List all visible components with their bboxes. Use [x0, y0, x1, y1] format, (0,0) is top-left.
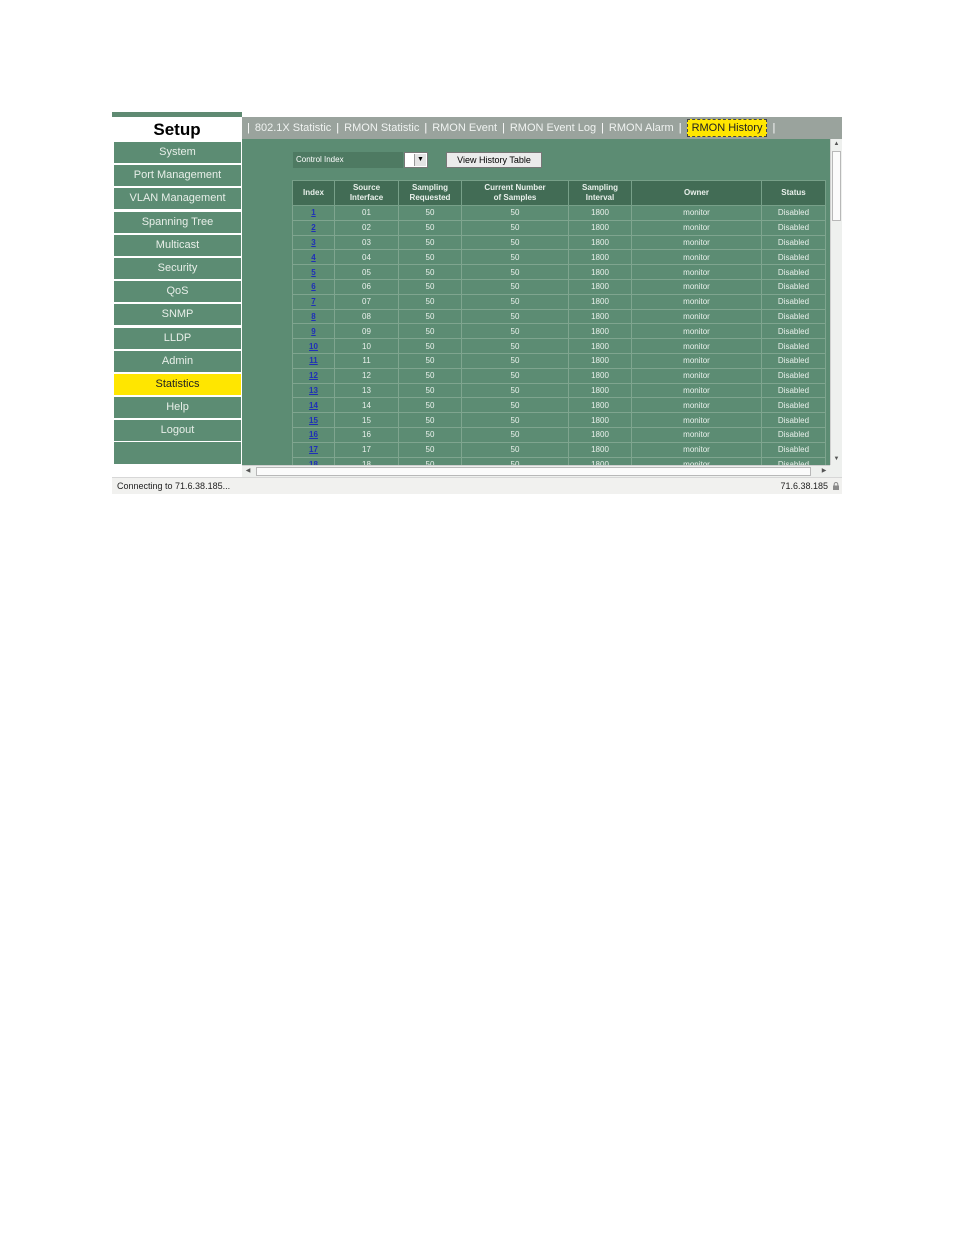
table-cell: 04 — [335, 250, 399, 265]
table-cell: 50 — [462, 427, 569, 442]
tab-rmon-statistic[interactable]: RMON Statistic — [344, 122, 420, 134]
table-cell: monitor — [632, 235, 762, 250]
table-cell: 1800 — [569, 220, 632, 235]
control-index-label: Control Index — [293, 152, 403, 168]
table-body — [293, 206, 826, 487]
table-cell: monitor — [632, 442, 762, 457]
index-link[interactable]: 3 — [311, 237, 316, 247]
table-cell: 50 — [399, 324, 462, 339]
table-header-row — [293, 181, 826, 206]
table-cell: monitor — [632, 353, 762, 368]
table-cell: 03 — [335, 235, 399, 250]
table-cell: 50 — [399, 220, 462, 235]
arrow-left-icon[interactable]: ◀ — [245, 468, 251, 474]
table-cell[interactable] — [293, 309, 335, 324]
index-link[interactable]: 17 — [309, 445, 318, 455]
table-row — [293, 265, 826, 280]
sidebar-item-admin[interactable]: Admin — [114, 351, 241, 372]
table-cell: 50 — [462, 442, 569, 457]
table-cell: 50 — [399, 309, 462, 324]
table-row — [293, 339, 826, 354]
sidebar-item-lldp[interactable]: LLDP — [114, 328, 241, 349]
table-cell: monitor — [632, 220, 762, 235]
table-cell: 50 — [399, 265, 462, 280]
tab-separator: | — [601, 122, 604, 134]
table-row — [293, 294, 826, 309]
table-cell: Disabled — [762, 220, 826, 235]
table-cell: 11 — [335, 353, 399, 368]
table-cell: monitor — [632, 383, 762, 398]
table-row — [293, 279, 826, 294]
table-cell[interactable] — [293, 250, 335, 265]
table-cell: Disabled — [762, 368, 826, 383]
status-bar — [112, 477, 842, 494]
table-cell: 50 — [462, 250, 569, 265]
table-cell: 17 — [335, 442, 399, 457]
sidebar-item-multicast[interactable]: Multicast — [114, 235, 241, 256]
arrow-right-icon[interactable]: ▶ — [821, 468, 827, 474]
tab-rmon-alarm[interactable]: RMON Alarm — [608, 122, 674, 134]
column-header: Sampling Interval — [569, 181, 632, 206]
index-link[interactable]: 10 — [309, 341, 318, 351]
table-cell: Disabled — [762, 265, 826, 280]
index-link[interactable]: 16 — [309, 430, 318, 440]
table-cell: 1800 — [569, 427, 632, 442]
table-cell: Disabled — [762, 383, 826, 398]
table-cell: 07 — [335, 294, 399, 309]
table-row — [293, 235, 826, 250]
table-cell: 16 — [335, 427, 399, 442]
table-cell[interactable] — [293, 220, 335, 235]
table-cell: Disabled — [762, 309, 826, 324]
table-cell: 50 — [399, 413, 462, 428]
table-cell: monitor — [632, 398, 762, 413]
table-cell: 50 — [462, 324, 569, 339]
table-cell: 15 — [335, 413, 399, 428]
index-link[interactable]: 15 — [309, 415, 318, 425]
table-row — [293, 413, 826, 428]
lock-icon — [832, 482, 840, 490]
table-cell: 50 — [462, 235, 569, 250]
table-cell: 50 — [462, 265, 569, 280]
table-cell: 50 — [462, 413, 569, 428]
sidebar-item-help[interactable]: Help — [114, 397, 241, 418]
table-cell: Disabled — [762, 398, 826, 413]
table-cell: 1800 — [569, 368, 632, 383]
table-cell: 12 — [335, 368, 399, 383]
column-header: Index — [293, 181, 335, 206]
table-cell: 06 — [335, 279, 399, 294]
table-cell[interactable] — [293, 427, 335, 442]
sidebar-item-qos[interactable]: QoS — [114, 281, 241, 302]
table-cell: 1800 — [569, 250, 632, 265]
table-cell[interactable] — [293, 324, 335, 339]
table-cell: 1800 — [569, 413, 632, 428]
table-row — [293, 427, 826, 442]
table-cell: 08 — [335, 309, 399, 324]
table-cell: Disabled — [762, 250, 826, 265]
table-row — [293, 383, 826, 398]
table-cell: Disabled — [762, 324, 826, 339]
table-cell: monitor — [632, 294, 762, 309]
table-cell[interactable] — [293, 206, 335, 221]
column-header: Status — [762, 181, 826, 206]
sidebar-item-spanning-tree[interactable]: Spanning Tree — [114, 212, 241, 233]
view-history-table-button[interactable]: View History Table — [446, 152, 542, 168]
table-cell[interactable] — [293, 235, 335, 250]
table-cell: 50 — [399, 442, 462, 457]
table-cell: 01 — [335, 206, 399, 221]
table-cell: 13 — [335, 383, 399, 398]
table-cell: monitor — [632, 206, 762, 221]
table-cell[interactable] — [293, 265, 335, 280]
table-cell[interactable] — [293, 383, 335, 398]
table-cell[interactable] — [293, 442, 335, 457]
table-cell: 1800 — [569, 324, 632, 339]
table-cell: Disabled — [762, 206, 826, 221]
column-header: Owner — [632, 181, 762, 206]
tab-separator: | — [772, 122, 776, 134]
table-cell: Disabled — [762, 339, 826, 354]
index-link[interactable]: 6 — [311, 282, 316, 292]
table-cell: 50 — [399, 339, 462, 354]
table-cell: 50 — [462, 294, 569, 309]
table-cell: monitor — [632, 413, 762, 428]
tab-separator: | — [247, 122, 250, 134]
index-link[interactable]: 11 — [309, 356, 318, 366]
table-cell: 50 — [462, 309, 569, 324]
table-cell: 50 — [399, 353, 462, 368]
tab-separator: | — [336, 122, 340, 134]
index-link[interactable]: 13 — [309, 385, 318, 395]
tab-separator: | — [678, 122, 682, 134]
table-cell: Disabled — [762, 279, 826, 294]
vertical-scrollbar[interactable] — [830, 139, 842, 465]
table-cell: monitor — [632, 250, 762, 265]
table-cell[interactable] — [293, 339, 335, 354]
table-cell: Disabled — [762, 235, 826, 250]
table-cell: monitor — [632, 279, 762, 294]
table-cell: 14 — [335, 398, 399, 413]
table-cell: 50 — [399, 427, 462, 442]
table-cell: 1800 — [569, 398, 632, 413]
table-cell: 50 — [399, 383, 462, 398]
table-cell: 02 — [335, 220, 399, 235]
table-cell: 1800 — [569, 339, 632, 354]
sidebar-bottom — [112, 465, 242, 477]
arrow-up-icon[interactable]: ▲ — [833, 141, 840, 147]
arrow-down-icon[interactable]: ▼ — [833, 456, 840, 462]
table-row — [293, 220, 826, 235]
sidebar-item-vlan-management[interactable]: VLAN Management — [114, 188, 241, 209]
table-cell: 1800 — [569, 353, 632, 368]
table-cell: 50 — [399, 206, 462, 221]
column-header: Source Interface — [335, 181, 399, 206]
tab-separator: | — [424, 122, 428, 134]
sidebar-item-statistics[interactable]: Statistics — [114, 374, 241, 395]
table-cell: monitor — [632, 324, 762, 339]
index-link[interactable]: 1 — [311, 208, 316, 218]
sidebar-item-logout[interactable]: Logout — [114, 420, 241, 441]
sidebar-item-snmp[interactable]: SNMP — [114, 304, 241, 325]
table-cell: 50 — [462, 353, 569, 368]
table-cell[interactable] — [293, 294, 335, 309]
table-cell: 50 — [462, 383, 569, 398]
table-cell: 1800 — [569, 442, 632, 457]
browser-window — [112, 112, 842, 494]
horizontal-scrollbar[interactable] — [242, 465, 830, 477]
table-cell: 1800 — [569, 206, 632, 221]
table-cell: 50 — [462, 398, 569, 413]
index-link[interactable]: 14 — [309, 400, 318, 410]
table-cell: monitor — [632, 368, 762, 383]
table-cell: 50 — [462, 206, 569, 221]
table-cell: 1800 — [569, 309, 632, 324]
table-cell: 50 — [462, 220, 569, 235]
control-index-select[interactable] — [404, 152, 428, 168]
table-cell: Disabled — [762, 427, 826, 442]
sidebar — [112, 112, 242, 465]
table-cell: 1800 — [569, 235, 632, 250]
column-header: Current Number of Samples — [462, 181, 569, 206]
table-cell: 50 — [399, 294, 462, 309]
chevron-down-icon[interactable]: ▼ — [414, 154, 426, 166]
table-cell: Disabled — [762, 353, 826, 368]
index-link[interactable]: 7 — [311, 297, 316, 307]
sidebar-top-bar — [112, 112, 242, 117]
tab-rmon-event-log[interactable]: RMON Event Log — [509, 122, 597, 134]
table-cell[interactable] — [293, 413, 335, 428]
index-link[interactable]: 4 — [311, 252, 316, 262]
horizontal-scroll-thumb[interactable] — [256, 467, 811, 476]
table-row — [293, 309, 826, 324]
tab-separator: | — [502, 122, 505, 134]
table-cell: monitor — [632, 265, 762, 280]
index-link[interactable]: 2 — [311, 223, 316, 233]
index-link[interactable]: 5 — [311, 267, 316, 277]
tab-rmon-event[interactable]: RMON Event — [432, 122, 497, 134]
table-cell: 1800 — [569, 383, 632, 398]
table-cell: Disabled — [762, 413, 826, 428]
table-row — [293, 368, 826, 383]
table-cell: Disabled — [762, 442, 826, 457]
table-row — [293, 353, 826, 368]
table-cell: monitor — [632, 339, 762, 354]
status-text: Connecting to 71.6.38.185... — [117, 481, 231, 491]
vertical-scroll-thumb[interactable] — [832, 151, 841, 221]
table-row — [293, 324, 826, 339]
table-cell: 50 — [399, 398, 462, 413]
tab-802-1x-statistic[interactable]: 802.1X Statistic — [254, 122, 332, 134]
index-link[interactable]: 9 — [311, 326, 316, 336]
table-cell: 50 — [399, 235, 462, 250]
index-link[interactable]: 12 — [309, 371, 318, 381]
sidebar-item-port-management[interactable]: Port Management — [114, 165, 241, 186]
table-cell[interactable] — [293, 368, 335, 383]
table-cell: 1800 — [569, 279, 632, 294]
rmon-history-table — [292, 180, 825, 487]
sidebar-title: Setup — [153, 120, 201, 139]
tab-rmon-history[interactable]: RMON History — [687, 119, 768, 137]
table-row — [293, 250, 826, 265]
table-row — [293, 442, 826, 457]
table-cell[interactable] — [293, 398, 335, 413]
table-cell: 50 — [399, 368, 462, 383]
status-host: 71.6.38.185 — [780, 481, 828, 491]
main-panel — [242, 139, 830, 465]
table-cell: 50 — [462, 279, 569, 294]
index-link[interactable]: 8 — [311, 311, 316, 321]
table-cell: 1800 — [569, 265, 632, 280]
table-cell: 50 — [462, 339, 569, 354]
table-cell: monitor — [632, 427, 762, 442]
table-cell: Disabled — [762, 294, 826, 309]
sidebar-item-system[interactable]: System — [114, 142, 241, 163]
scroll-corner — [830, 465, 842, 477]
table-cell[interactable] — [293, 353, 335, 368]
table-cell: 10 — [335, 339, 399, 354]
table-row — [293, 398, 826, 413]
table-row — [293, 206, 826, 221]
sidebar-filler — [114, 442, 241, 464]
table-cell: monitor — [632, 309, 762, 324]
table-cell: 50 — [399, 250, 462, 265]
column-header: Sampling Requested — [399, 181, 462, 206]
table-cell: 50 — [399, 279, 462, 294]
table-cell[interactable] — [293, 279, 335, 294]
table-cell: 05 — [335, 265, 399, 280]
table-cell: 50 — [462, 368, 569, 383]
tab-bar — [242, 117, 842, 139]
sidebar-item-security[interactable]: Security — [114, 258, 241, 279]
table-cell: 1800 — [569, 294, 632, 309]
table-cell: 09 — [335, 324, 399, 339]
